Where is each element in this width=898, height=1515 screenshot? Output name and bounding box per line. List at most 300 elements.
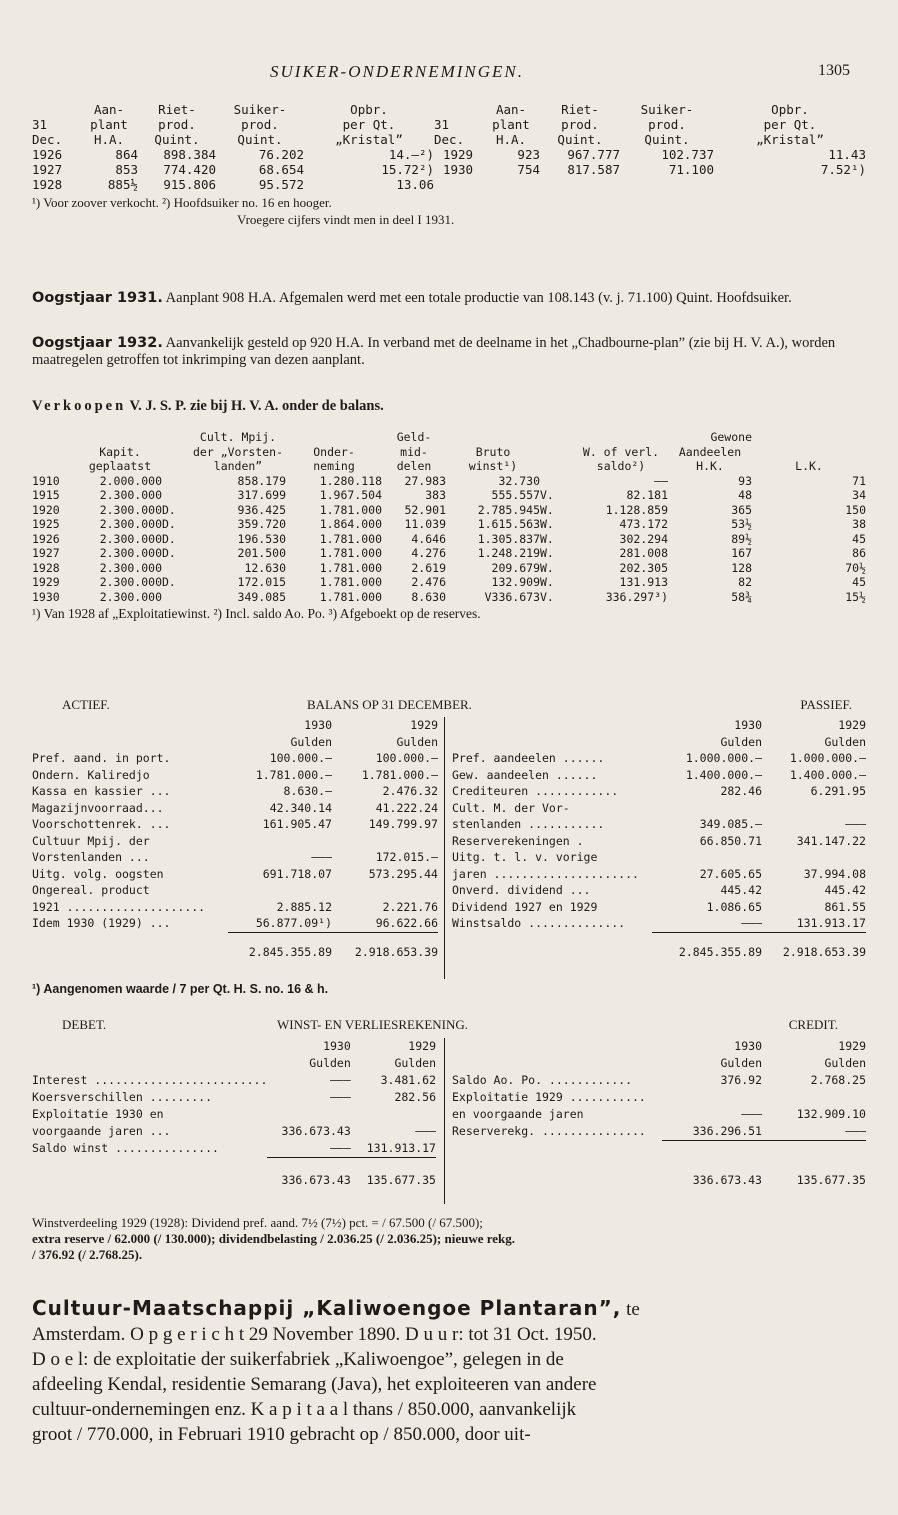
- financial-cell: 1929: [32, 575, 60, 589]
- financial-cell: 359.720: [237, 517, 286, 531]
- production-header-row: [32, 117, 866, 132]
- balans-divider: [444, 717, 445, 979]
- production-row: [32, 177, 866, 192]
- financial-cell: 302.294: [619, 531, 668, 546]
- actief-value: 172.015.—: [375, 850, 438, 864]
- debet-value: ———: [330, 1141, 351, 1155]
- actief-label: Idem 1930 (1929) ...: [32, 916, 171, 931]
- passief-label: Reserverekeningen .: [452, 833, 584, 848]
- debet-row: [32, 1072, 436, 1089]
- financial-cell: 1.781.000: [319, 502, 382, 517]
- passief-value: [652, 849, 762, 866]
- passief-row: [452, 882, 866, 899]
- balans-passief-title: PASSIEF.: [800, 697, 852, 712]
- production-cell: 7.52¹): [820, 162, 866, 177]
- credit-value: 376.92: [720, 1073, 762, 1087]
- actief-total-1930: 2.845.355.89: [248, 945, 332, 959]
- financial-header-cell: [540, 459, 574, 474]
- company-section: [32, 1296, 866, 1447]
- production-cell: 923: [517, 147, 540, 162]
- actief-label: Vorstenlanden ...: [32, 850, 150, 864]
- financial-cell: 32.730: [498, 473, 540, 488]
- passief-row: [452, 816, 866, 833]
- actief-label: Ongereal. product: [32, 883, 150, 897]
- financial-cell: 1930: [32, 589, 60, 604]
- production-header-cell: [32, 102, 80, 117]
- company-heading: [32, 1296, 866, 1322]
- passief-value: ———: [741, 916, 762, 930]
- production-header-cell: prod.: [158, 117, 196, 132]
- financial-header-cell: winst¹): [468, 459, 518, 473]
- production-header-cell: Riet-: [158, 102, 196, 117]
- passief-row: [452, 849, 866, 866]
- financial-cell: 89½: [731, 531, 752, 546]
- production-header-cell: Dec.: [434, 132, 465, 147]
- balans-footnote: ¹) Aangenomen waarde / 7 per Qt. H. S. no. 16 & h.: [32, 982, 329, 996]
- credit-year-1929: 1929: [838, 1039, 866, 1053]
- financial-cell: W.: [540, 517, 554, 531]
- passief-value: 341.147.22: [796, 833, 866, 848]
- financial-cell: W.: [540, 502, 554, 517]
- financial-header-cell: H.K.: [696, 459, 724, 473]
- production-header-cell: Dec.: [32, 132, 63, 147]
- financial-row: [32, 488, 866, 503]
- production-header-cell: Suiker-: [233, 102, 287, 117]
- actief-currency-1930: Gulden: [290, 734, 332, 749]
- actief-value: [332, 882, 438, 899]
- passief-year-1929: 1929: [838, 718, 866, 732]
- production-cell: 14.—²): [388, 147, 434, 162]
- financial-cell: 2.300.000: [99, 589, 162, 604]
- credit-value: 132.909.10: [796, 1107, 866, 1121]
- production-cell: 915.806: [163, 177, 216, 192]
- actief-row: [32, 750, 438, 767]
- actief-value: 149.799.97: [368, 817, 438, 831]
- passief-value: 6.291.95: [810, 784, 866, 798]
- credit-label: Reserverekg. ...............: [452, 1124, 646, 1139]
- financial-row: [32, 503, 866, 518]
- passief-value: 282.46: [720, 784, 762, 798]
- winstverdeeling-line-1: Winstverdeeling 1929 (1928): Dividend pref. aand. 7½ (7½) pct. = / 67.500 (/ 67.500);: [32, 1215, 483, 1230]
- debet-total-1929: 135.677.35: [366, 1172, 436, 1187]
- actief-label: Pref. aand. in port.: [32, 751, 171, 765]
- passief-label: Dividend 1927 en 1929: [452, 899, 598, 914]
- passief-row: [452, 833, 866, 850]
- production-footnote: ¹) Voor zoover verkocht. ²) Hoofdsuiker no. 16 en hooger.: [32, 195, 332, 210]
- passief-label: jaren .....................: [452, 866, 639, 881]
- production-header-cell: Quint.: [644, 132, 690, 147]
- actief-value: 2.885.12: [276, 899, 332, 914]
- financial-cell: 1.781.000: [319, 531, 382, 546]
- production-cell: 853: [115, 162, 138, 177]
- credit-value: [762, 1089, 866, 1106]
- financial-header-cell: der „Vorsten-: [192, 444, 283, 459]
- debet-label: Exploitatie 1930 en: [32, 1107, 164, 1121]
- credit-value: ———: [845, 1124, 866, 1138]
- financial-row: [32, 575, 866, 590]
- credit-row: [452, 1123, 866, 1141]
- actief-row: [32, 800, 438, 817]
- financial-header-cell: saldo²): [596, 459, 646, 473]
- actief-value: 2.476.32: [382, 784, 438, 798]
- actief-label: Cultuur Mpij. der: [32, 833, 150, 848]
- financial-cell: 4.276: [411, 546, 446, 560]
- debet-value: ———: [415, 1124, 436, 1138]
- actief-row: [32, 816, 438, 833]
- balans-titles: [32, 697, 866, 717]
- oogstjaar-1932-label: Oogstjaar 1932.: [32, 335, 163, 351]
- production-header-cell: [434, 102, 482, 117]
- financial-header-cell: [162, 445, 190, 460]
- winst-titles: [32, 1016, 866, 1038]
- passief-value: 37.994.08: [803, 866, 866, 881]
- page-header: [0, 62, 898, 86]
- passief-value: ———: [845, 817, 866, 831]
- financial-header-cell: [286, 430, 382, 445]
- financial-cell: 1915: [32, 488, 60, 502]
- production-cell: 76.202: [258, 147, 304, 162]
- financial-row: [32, 561, 866, 576]
- financial-cell: [162, 590, 190, 605]
- credit-value: ———: [741, 1107, 762, 1121]
- financial-cell: 2.300.000: [99, 560, 162, 575]
- passief-value: 349.085.—: [699, 817, 762, 831]
- actief-value: 2.221.76: [382, 899, 438, 914]
- financial-cell: 1.128.859: [605, 502, 668, 517]
- production-header-cell: Quint.: [557, 132, 603, 147]
- financial-header-row: [32, 430, 866, 445]
- verkoopen-text: V. J. S. P. zie bij H. V. A. onder de balans.: [126, 398, 384, 414]
- debet-label: Koersverschillen .........: [32, 1090, 213, 1104]
- production-cell: 68.654: [258, 162, 304, 177]
- winst-debet-table: [32, 1038, 436, 1189]
- oogstjaar-1932-text: Aanvankelijk gesteld op 920 H.A. In verband met de deelname in het „Chadbourne-plan” (zie bij H. V. A.), worden maatregelen getroffen tot inkrimping van dezen aanplant.: [32, 335, 836, 368]
- financial-row: [32, 474, 866, 489]
- financial-grid: [32, 430, 866, 604]
- financial-cell: 1927: [32, 546, 60, 560]
- winstverdeeling-line-2: extra reserve / 62.000 (/ 130.000); dividendbelasting / 2.036.25 (/ 2.036.25); nieuwe rekg.: [32, 1231, 516, 1246]
- financial-cell: 2.300.000: [99, 531, 162, 546]
- financial-cell: 128: [731, 560, 752, 575]
- financial-cell: W.: [540, 546, 554, 560]
- financial-cell: 2.785.945: [477, 502, 540, 517]
- production-header-cell: prod.: [241, 117, 279, 132]
- financial-header-cell: delen: [396, 459, 432, 473]
- financial-cell: 317.699: [237, 488, 286, 502]
- financial-cell: 1.967.504: [319, 488, 382, 502]
- financial-cell: [162, 474, 190, 489]
- passief-value: 445.42: [720, 883, 762, 897]
- debet-row: [32, 1089, 436, 1106]
- production-header-cell: H.A.: [495, 132, 527, 147]
- financial-header-cell: Cult. Mpij.: [199, 430, 277, 444]
- financial-row: [32, 590, 866, 605]
- passief-value: [762, 800, 866, 817]
- winst-divider: [444, 1038, 445, 1204]
- balans-actief-title: ACTIEF.: [62, 697, 110, 712]
- financial-cell: 34: [852, 488, 866, 502]
- production-header-cell: Quint.: [154, 132, 200, 147]
- passief-row: [452, 767, 866, 784]
- passief-label: Crediteuren ............: [452, 784, 619, 798]
- financial-cell: 4.646: [411, 531, 446, 546]
- debet-row: [32, 1123, 436, 1140]
- passief-row: [452, 750, 866, 767]
- financial-cell: 167: [731, 546, 752, 560]
- actief-row: [32, 783, 438, 800]
- financial-header-cell: L.K.: [795, 459, 823, 473]
- passief-value: [652, 800, 762, 817]
- financial-cell: 172.015: [237, 575, 286, 589]
- debet-total-1930: 336.673.43: [281, 1172, 351, 1187]
- financial-header-row: [32, 445, 866, 460]
- credit-label: Saldo Ao. Po. ............: [452, 1073, 633, 1087]
- winstverdeeling: [32, 1215, 866, 1263]
- production-header-cell: Opbr.: [771, 102, 809, 117]
- financial-header-cell: [446, 430, 540, 445]
- production-cell: 11.43: [828, 147, 866, 162]
- passief-value: 445.42: [824, 883, 866, 897]
- financial-cell: V.: [540, 488, 554, 502]
- financial-header-cell: [752, 430, 866, 445]
- actief-value: 56.877.09¹): [255, 916, 332, 930]
- financial-cell: 2.300.000: [99, 488, 162, 502]
- financial-cell: 2.619: [411, 560, 446, 575]
- financial-cell: 201.500: [237, 546, 286, 560]
- debet-label: voorgaande jaren ...: [32, 1124, 171, 1138]
- financial-cell: 45: [852, 531, 866, 546]
- debet-row: [32, 1140, 436, 1158]
- production-header-cell: per Qt.: [342, 117, 396, 132]
- actief-row: [32, 866, 438, 883]
- financial-cell: 1.781.000: [319, 575, 382, 589]
- production-header-cell: „Kristal”: [335, 132, 403, 147]
- financial-cell: 132.909: [491, 575, 540, 589]
- financial-header-cell: neming: [313, 459, 355, 473]
- financial-cell: 1.248.219: [477, 546, 540, 560]
- financial-cell: D.: [162, 531, 176, 546]
- production-cell: 71.100: [668, 162, 714, 177]
- credit-total-1929: 135.677.35: [796, 1172, 866, 1187]
- passief-value: 1.000.000.—: [789, 751, 866, 765]
- production-header-row: [32, 102, 866, 117]
- debet-year-1930: 1930: [323, 1039, 351, 1053]
- balans-section: [32, 697, 866, 996]
- financial-header-cell: [162, 459, 190, 474]
- passief-label: stenlanden ...........: [452, 817, 605, 831]
- debet-currency-1930: Gulden: [309, 1056, 351, 1070]
- winst-title: WINST- EN VERLIESREKENING.: [277, 1017, 469, 1032]
- financial-cell: 8.630: [411, 589, 446, 604]
- financial-cell: [162, 561, 190, 576]
- financial-cell: 1.781.000: [319, 560, 382, 575]
- financial-cell: 383: [425, 488, 446, 502]
- company-line-4: cultuur-ondernemingen enz. K a p i t a a l thans / 850.000, aanvankelijk: [32, 1399, 577, 1420]
- debet-value: [267, 1106, 350, 1123]
- production-row: [32, 162, 866, 177]
- running-title: SUIKER-ONDERNEMINGEN.: [270, 62, 525, 81]
- financial-header-cell: [540, 445, 574, 460]
- financial-cell: 1.781.000: [319, 546, 382, 560]
- verkoopen: [32, 398, 866, 415]
- passief-row: [452, 800, 866, 817]
- financial-cell: 1910: [32, 473, 60, 488]
- credit-label: en voorgaande jaren: [452, 1107, 584, 1121]
- production-header-cell: Aan-: [93, 102, 125, 117]
- actief-value: 41.222.24: [375, 800, 438, 815]
- passief-row: [452, 866, 866, 883]
- production-header-cell: Quint.: [237, 132, 283, 147]
- financial-cell: 15½: [845, 589, 866, 604]
- financial-header-cell: W. of verl.: [582, 444, 660, 459]
- credit-currency-1929: Gulden: [824, 1056, 866, 1070]
- passief-value: 27.605.65: [699, 866, 762, 881]
- debet-value: 282.56: [394, 1090, 436, 1104]
- production-header-cell: prod.: [561, 117, 599, 132]
- financial-cell: 131.913: [619, 575, 668, 589]
- financial-header-cell: [32, 430, 78, 445]
- financial-header-cell: Bruto: [475, 444, 511, 459]
- production-cell: 754: [517, 162, 540, 177]
- financial-cell: D.: [162, 575, 176, 589]
- actief-label: Uitg. volg. oogsten: [32, 866, 164, 881]
- production-row: [32, 147, 866, 162]
- passief-label: Cult. M. der Vor-: [452, 800, 570, 815]
- actief-total-1929: 2.918.653.39: [354, 945, 438, 959]
- financial-header-cell: [752, 445, 866, 460]
- financial-cell: 209.679: [491, 560, 540, 575]
- company-line-2: D o e l: de exploitatie der suikerfabriek „Kaliwoengoe”, gelegen in de: [32, 1349, 564, 1370]
- financial-cell: 936.425: [237, 502, 286, 517]
- passief-currency-1930: Gulden: [720, 734, 762, 749]
- production-cell: 13.06: [396, 177, 434, 192]
- financial-cell: 2.476: [411, 575, 446, 589]
- production-cell: 774.420: [163, 162, 216, 177]
- credit-total-1930: 336.673.43: [692, 1172, 762, 1187]
- production-header-cell: Riet-: [561, 102, 599, 117]
- production-header-cell: 31: [434, 117, 450, 132]
- production-header-cell: Aan-: [495, 102, 527, 117]
- winst-section: [32, 1016, 866, 1187]
- production-cell: 898.384: [163, 147, 216, 162]
- financial-cell: 93: [738, 473, 752, 488]
- production-cell: 95.572: [258, 177, 304, 192]
- credit-year-1930: 1930: [734, 1039, 762, 1053]
- actief-currency-1929: Gulden: [396, 734, 438, 749]
- actief-row: [32, 767, 438, 784]
- financial-cell: D.: [162, 517, 176, 531]
- financial-header-cell: mid-: [400, 444, 428, 459]
- financial-cell: 1.615.563: [477, 517, 540, 531]
- financial-cell: 27.983: [404, 473, 446, 488]
- actief-value: 1.781.000.—: [255, 767, 332, 782]
- actief-value: 42.340.14: [269, 800, 332, 815]
- production-cell: 967.777: [567, 147, 620, 162]
- passief-value: 1.086.65: [706, 899, 762, 914]
- actief-label: Ondern. Kaliredjo: [32, 767, 150, 782]
- passief-label: Onverd. dividend ...: [452, 883, 591, 897]
- production-cell: 102.737: [661, 147, 714, 162]
- financial-cell: 82.181: [626, 488, 668, 502]
- production-cell: 817.587: [567, 162, 620, 177]
- financial-header-row: [32, 459, 866, 474]
- balans-title: BALANS OP 31 DECEMBER.: [307, 697, 472, 712]
- passief-value: 1.400.000.—: [789, 767, 866, 782]
- company-line-3: afdeeling Kendal, residentie Semarang (Java), het exploiteeren van andere: [32, 1374, 597, 1395]
- financial-cell: W.: [540, 560, 554, 575]
- production-cell: 1927: [32, 162, 63, 177]
- financial-cell: 150: [845, 502, 866, 517]
- actief-value: 100.000.—: [269, 751, 332, 765]
- debet-year-1929: 1929: [408, 1039, 436, 1053]
- financial-footnote: ¹) Van 1928 af „Exploitatiewinst. ²) Incl. saldo Ao. Po. ³) Afgeboekt op de reserves.: [32, 606, 481, 621]
- production-header-cell: Opbr.: [350, 102, 388, 117]
- debet-value: [351, 1106, 436, 1123]
- credit-currency-1930: Gulden: [720, 1056, 762, 1070]
- actief-value: 1.781.000.—: [361, 767, 438, 782]
- financial-cell: 1928: [32, 560, 60, 575]
- credit-value: [662, 1089, 762, 1106]
- financial-cell: 48: [738, 488, 752, 502]
- actief-value: [332, 833, 438, 850]
- page-number: 1305: [818, 62, 850, 79]
- financial-cell: 12.630: [244, 560, 286, 575]
- financial-cell: W.: [540, 575, 554, 589]
- financial-cell: 349.085: [237, 589, 286, 604]
- oogstjaar-1931: [32, 290, 866, 307]
- credit-row: [452, 1089, 866, 1106]
- actief-label: Magazijnvoorraad...: [32, 800, 164, 815]
- actief-row: [32, 849, 438, 866]
- financial-row: [32, 532, 866, 547]
- passief-value: 131.913.17: [796, 916, 866, 930]
- financial-cell: [540, 474, 574, 489]
- financial-cell: 45: [852, 575, 866, 589]
- production-header-cell: „Kristal”: [756, 132, 824, 147]
- actief-value: ———: [311, 850, 332, 864]
- credit-row: [452, 1072, 866, 1089]
- production-header-cell: H.A.: [93, 132, 125, 147]
- financial-header-cell: Onder-: [313, 444, 355, 459]
- financial-table: [32, 430, 866, 622]
- actief-row: [32, 899, 438, 916]
- balans-actief-table: [32, 717, 438, 961]
- financial-header-cell: Kapit.: [99, 444, 141, 459]
- balans-passief-table: [452, 717, 866, 961]
- winst-debet-title: DEBET.: [62, 1017, 107, 1032]
- actief-row: [32, 882, 438, 899]
- production-header-cell: per Qt.: [763, 117, 817, 132]
- debet-value: ———: [330, 1073, 351, 1087]
- production-header-cell: prod.: [648, 117, 686, 132]
- financial-cell: 38: [852, 517, 866, 531]
- passief-year-1930: 1930: [734, 718, 762, 732]
- financial-header-cell: Geld-: [396, 430, 432, 444]
- financial-cell: D.: [162, 546, 176, 560]
- financial-header-cell: [32, 459, 78, 474]
- financial-cell: 2.000.000: [99, 473, 162, 488]
- passief-label: Pref. aandeelen ......: [452, 751, 605, 765]
- debet-value: 3.481.62: [380, 1073, 436, 1087]
- passief-row: [452, 915, 866, 932]
- passief-currency-1929: Gulden: [824, 734, 866, 749]
- credit-label: Exploitatie 1929 ...........: [452, 1090, 646, 1104]
- financial-cell: V336.673: [484, 589, 540, 604]
- financial-cell: 336.297³): [605, 589, 668, 604]
- credit-value: 336.296.51: [692, 1124, 762, 1138]
- debet-label: Saldo winst ...............: [32, 1141, 219, 1156]
- financial-cell: 1926: [32, 531, 60, 546]
